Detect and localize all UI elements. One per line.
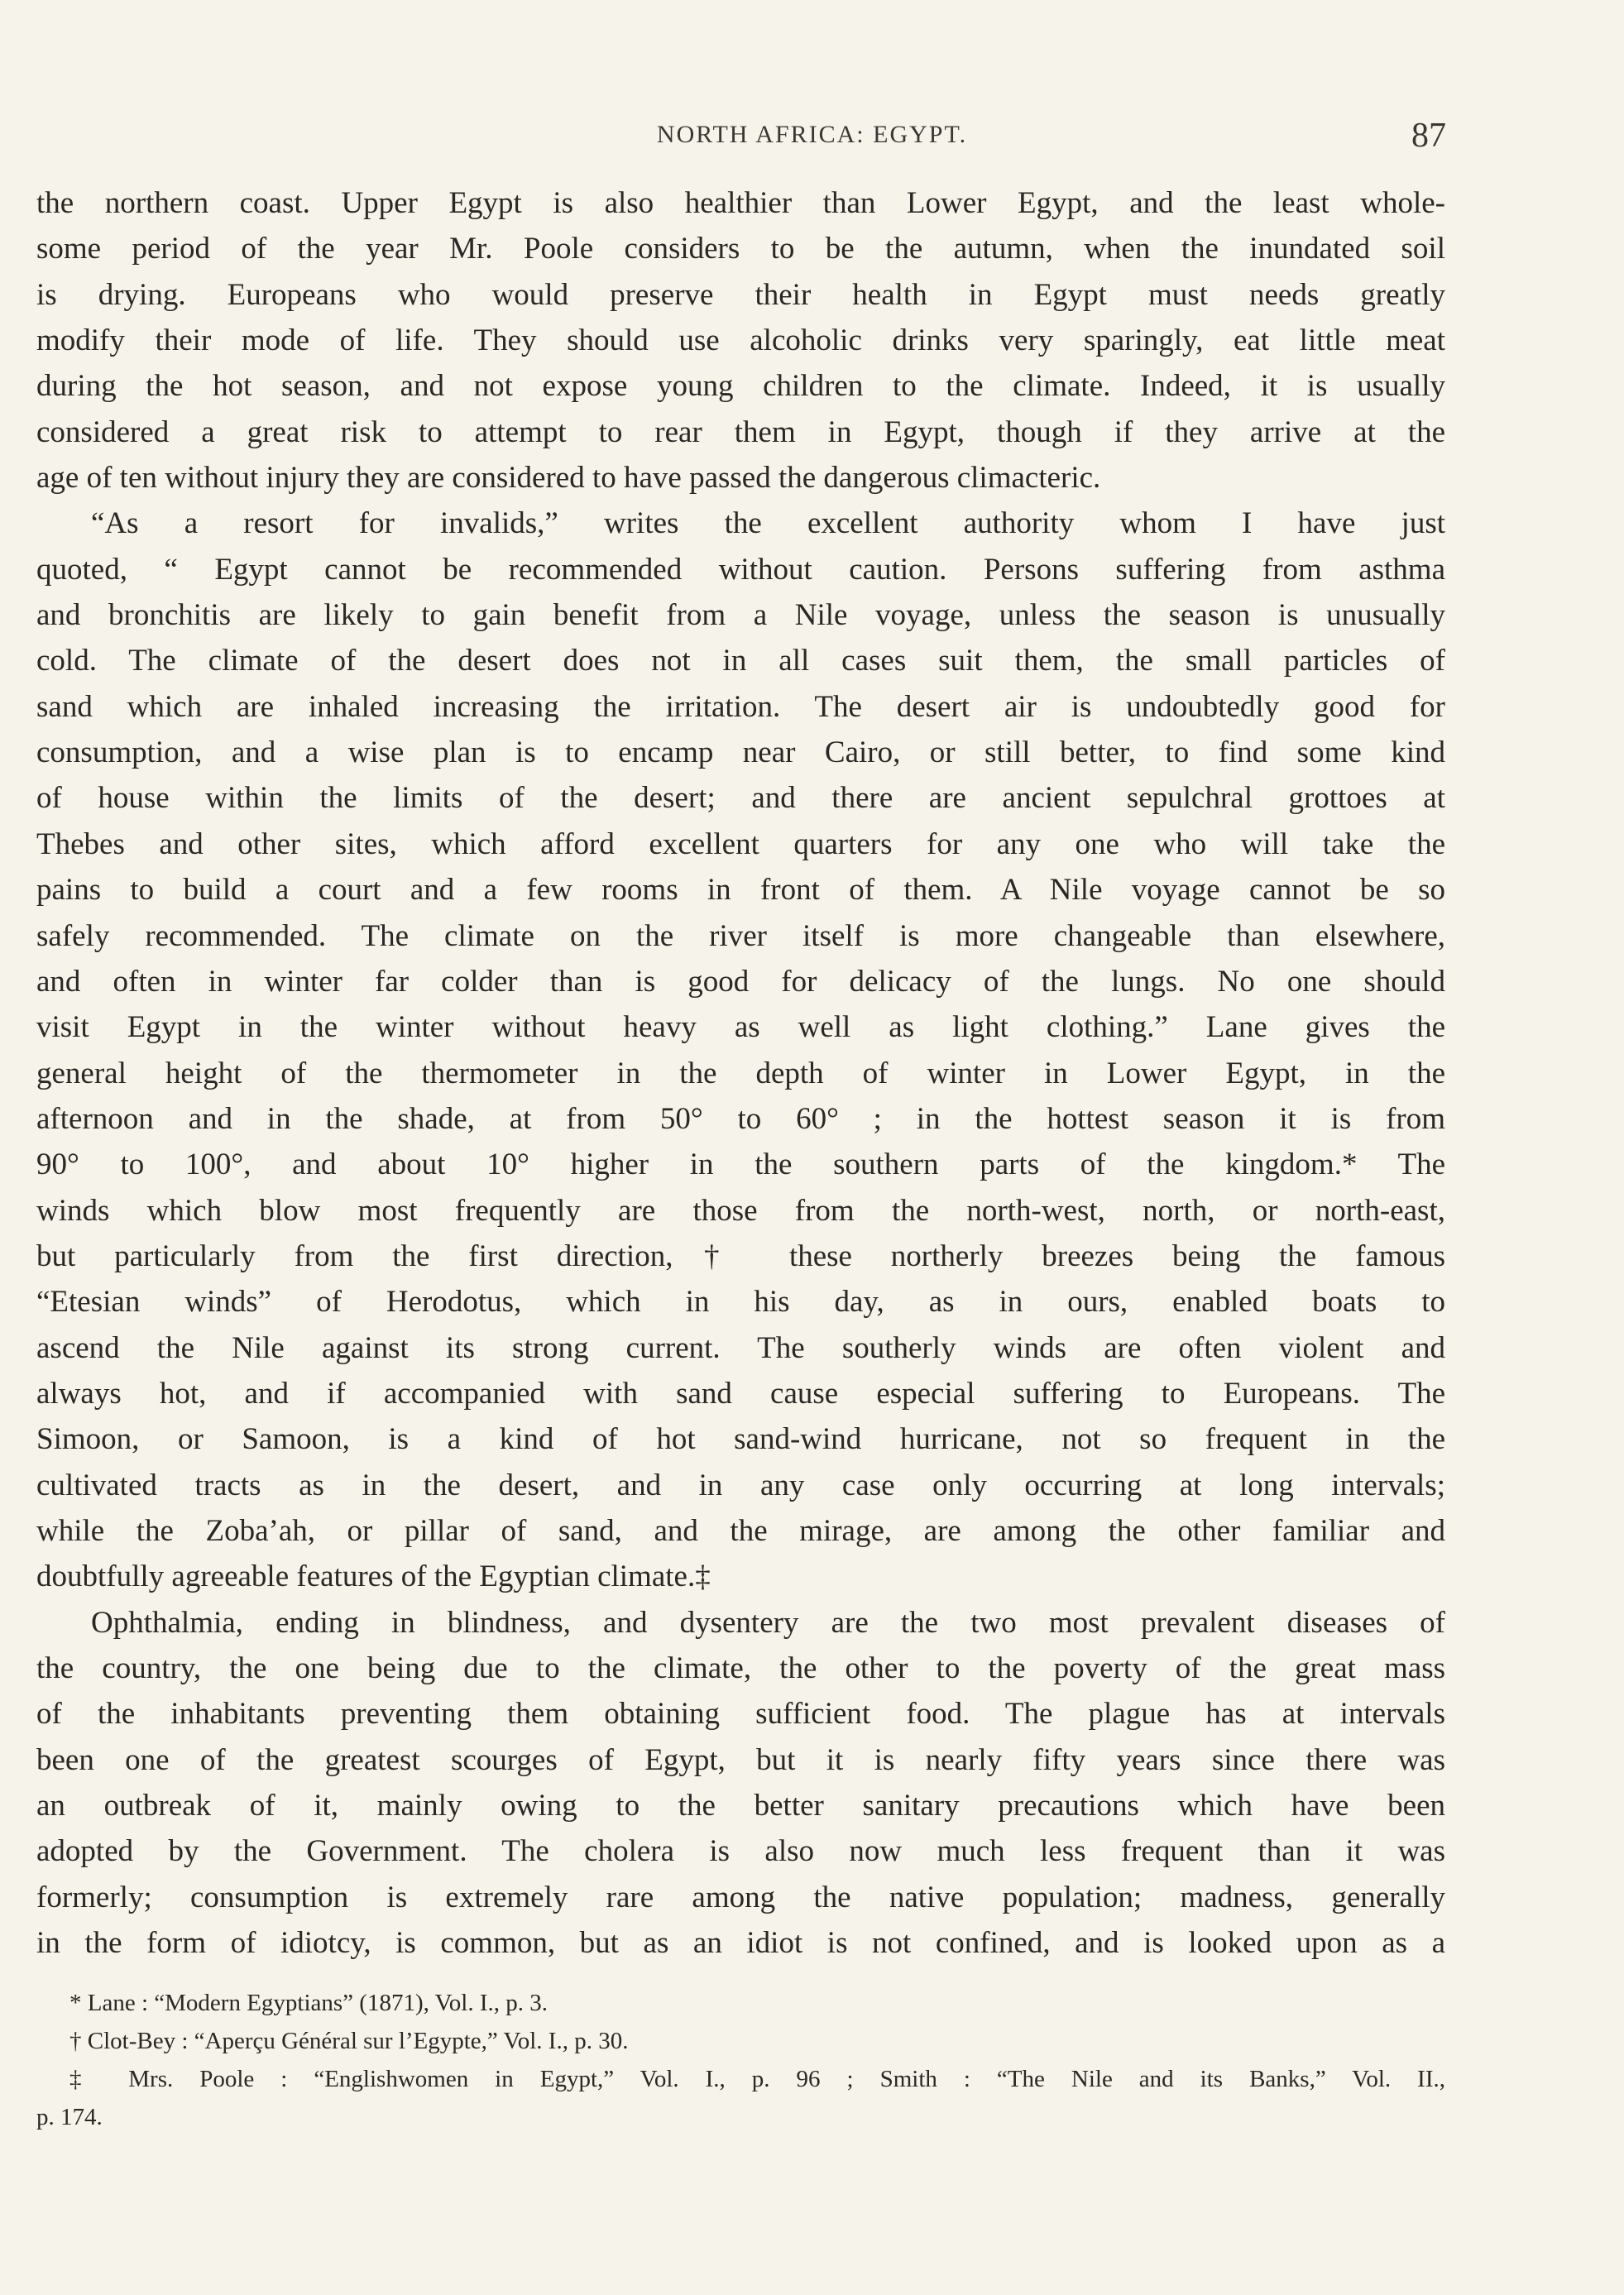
text-line: doubtfully agreeable features of the Egyptian climate.‡ <box>36 1560 711 1594</box>
text-line: Simoon, or Samoon, is a kind of hot sand-wind hurricane, not so frequent in the <box>36 1422 1445 1457</box>
text-line: ascend the Nile against its strong current. The southerly winds are often violent and <box>36 1330 1445 1365</box>
text-line: is drying. Europeans who would preserve their health in Egypt must needs greatly <box>36 277 1445 312</box>
running-head <box>0 116 1624 157</box>
footnotes <box>36 1984 1445 2136</box>
text-line: safely recommended. The climate on the river itself is more changeable than elsewhere, <box>36 918 1445 953</box>
text-line: adopted by the Government. The cholera is also now much less frequent than it was <box>36 1834 1445 1869</box>
text-line: cold. The climate of the desert does not in all cases suit them, the small particles of <box>36 644 1445 678</box>
text-line: “Etesian winds” of Herodotus, which in his day, as in ours, enabled boats to <box>36 1285 1445 1320</box>
footnote: * Lane : “Modern Egyptians” (1871), Vol. I., p. 3. <box>69 1990 549 2016</box>
text-line: modify their mode of life. They should use alcoholic drinks very sparingly, eat little meat <box>36 323 1445 358</box>
text-line: 90° to 100°, and about 10° higher in the southern parts of the kingdom.* The <box>36 1148 1445 1182</box>
text-line: “As a resort for invalids,” writes the excellent authority whom I have just <box>91 506 1445 541</box>
text-line: quoted, “ Egypt cannot be recommended without caution. Persons suffering from asthma <box>36 552 1445 587</box>
text-line: in the form of idiotcy, is common, but as an idiot is not confined, and is looked upon as a <box>36 1926 1445 1961</box>
text-line: been one of the greatest scourges of Egypt, but it is nearly fifty years since there was <box>36 1742 1445 1777</box>
text-line: always hot, and if accompanied with sand cause especial suffering to Europeans. The <box>36 1376 1445 1411</box>
text-line: consumption, and a wise plan is to encamp near Cairo, or still better, to find some kind <box>36 735 1445 770</box>
text-line: considered a great risk to attempt to rear them in Egypt, though if they arrive at the <box>36 414 1445 449</box>
text-line: general height of the thermometer in the depth of winter in Lower Egypt, in the <box>36 1056 1445 1090</box>
body-text <box>36 180 1445 1966</box>
text-line: but particularly from the first direction,† these northerly breezes being the famous <box>36 1239 1445 1273</box>
text-line: Thebes and other sites, which afford excellent quarters for any one who will take the <box>36 826 1445 861</box>
running-title: NORTH AFRICA: EGYPT. <box>656 121 968 148</box>
text-line: age of ten without injury they are considered to have passed the dangerous climacteric. <box>36 461 1101 496</box>
text-line: of house within the limits of the desert; and there are ancient sepulchral grottoes at <box>36 781 1445 816</box>
text-line: formerly; consumption is extremely rare among the native population; madness, generally <box>36 1880 1445 1914</box>
text-line: winds which blow most frequently are those from the north-west, north, or north-east, <box>36 1193 1445 1228</box>
footnote-continuation: p. 174. <box>36 2104 103 2130</box>
text-line: the country, the one being due to the climate, the other to the poverty of the great mass <box>36 1651 1445 1685</box>
text-line: Ophthalmia, ending in blindness, and dysentery are the two most prevalent diseases of <box>91 1605 1445 1640</box>
text-line: while the Zoba’ah, or pillar of sand, and the mirage, are among the other familiar and <box>36 1513 1445 1548</box>
footnote: † Clot-Bey : “Aperçu Général sur l’Egypte,” Vol. I., p. 30. <box>69 2028 629 2054</box>
text-line: some period of the year Mr. Poole considers to be the autumn, when the inundated soil <box>36 232 1445 266</box>
footnote: ‡ Mrs. Poole : “Englishwomen in Egypt,” Vol. I., p. 96 ; Smith : “The Nile and its Banks,” Vol. II., <box>69 2066 1445 2092</box>
text-line: pains to build a court and a few rooms in front of them. A Nile voyage cannot be so <box>36 873 1445 908</box>
text-line: during the hot season, and not expose young children to the climate. Indeed, it is usually <box>36 369 1445 404</box>
text-line: an outbreak of it, mainly owing to the better sanitary precautions which have been <box>36 1789 1445 1823</box>
text-line: visit Egypt in the winter without heavy as well as light clothing.” Lane gives the <box>36 1010 1445 1045</box>
text-line: cultivated tracts as in the desert, and in any case only occurring at long intervals; <box>36 1468 1445 1502</box>
text-line: and often in winter far colder than is good for delicacy of the lungs. No one should <box>36 964 1445 999</box>
text-line: and bronchitis are likely to gain benefit from a Nile voyage, unless the season is unusually <box>36 598 1445 633</box>
text-line: of the inhabitants preventing them obtaining sufficient food. The plague has at intervals <box>36 1697 1445 1732</box>
text-line: sand which are inhaled increasing the irritation. The desert air is undoubtedly good for <box>36 689 1445 724</box>
text-line: afternoon and in the shade, at from 50° to 60° ; in the hottest season it is from <box>36 1101 1445 1136</box>
text-line: the northern coast. Upper Egypt is also healthier than Lower Egypt, and the least whole- <box>36 186 1445 220</box>
page-number: 87 <box>1411 117 1446 155</box>
